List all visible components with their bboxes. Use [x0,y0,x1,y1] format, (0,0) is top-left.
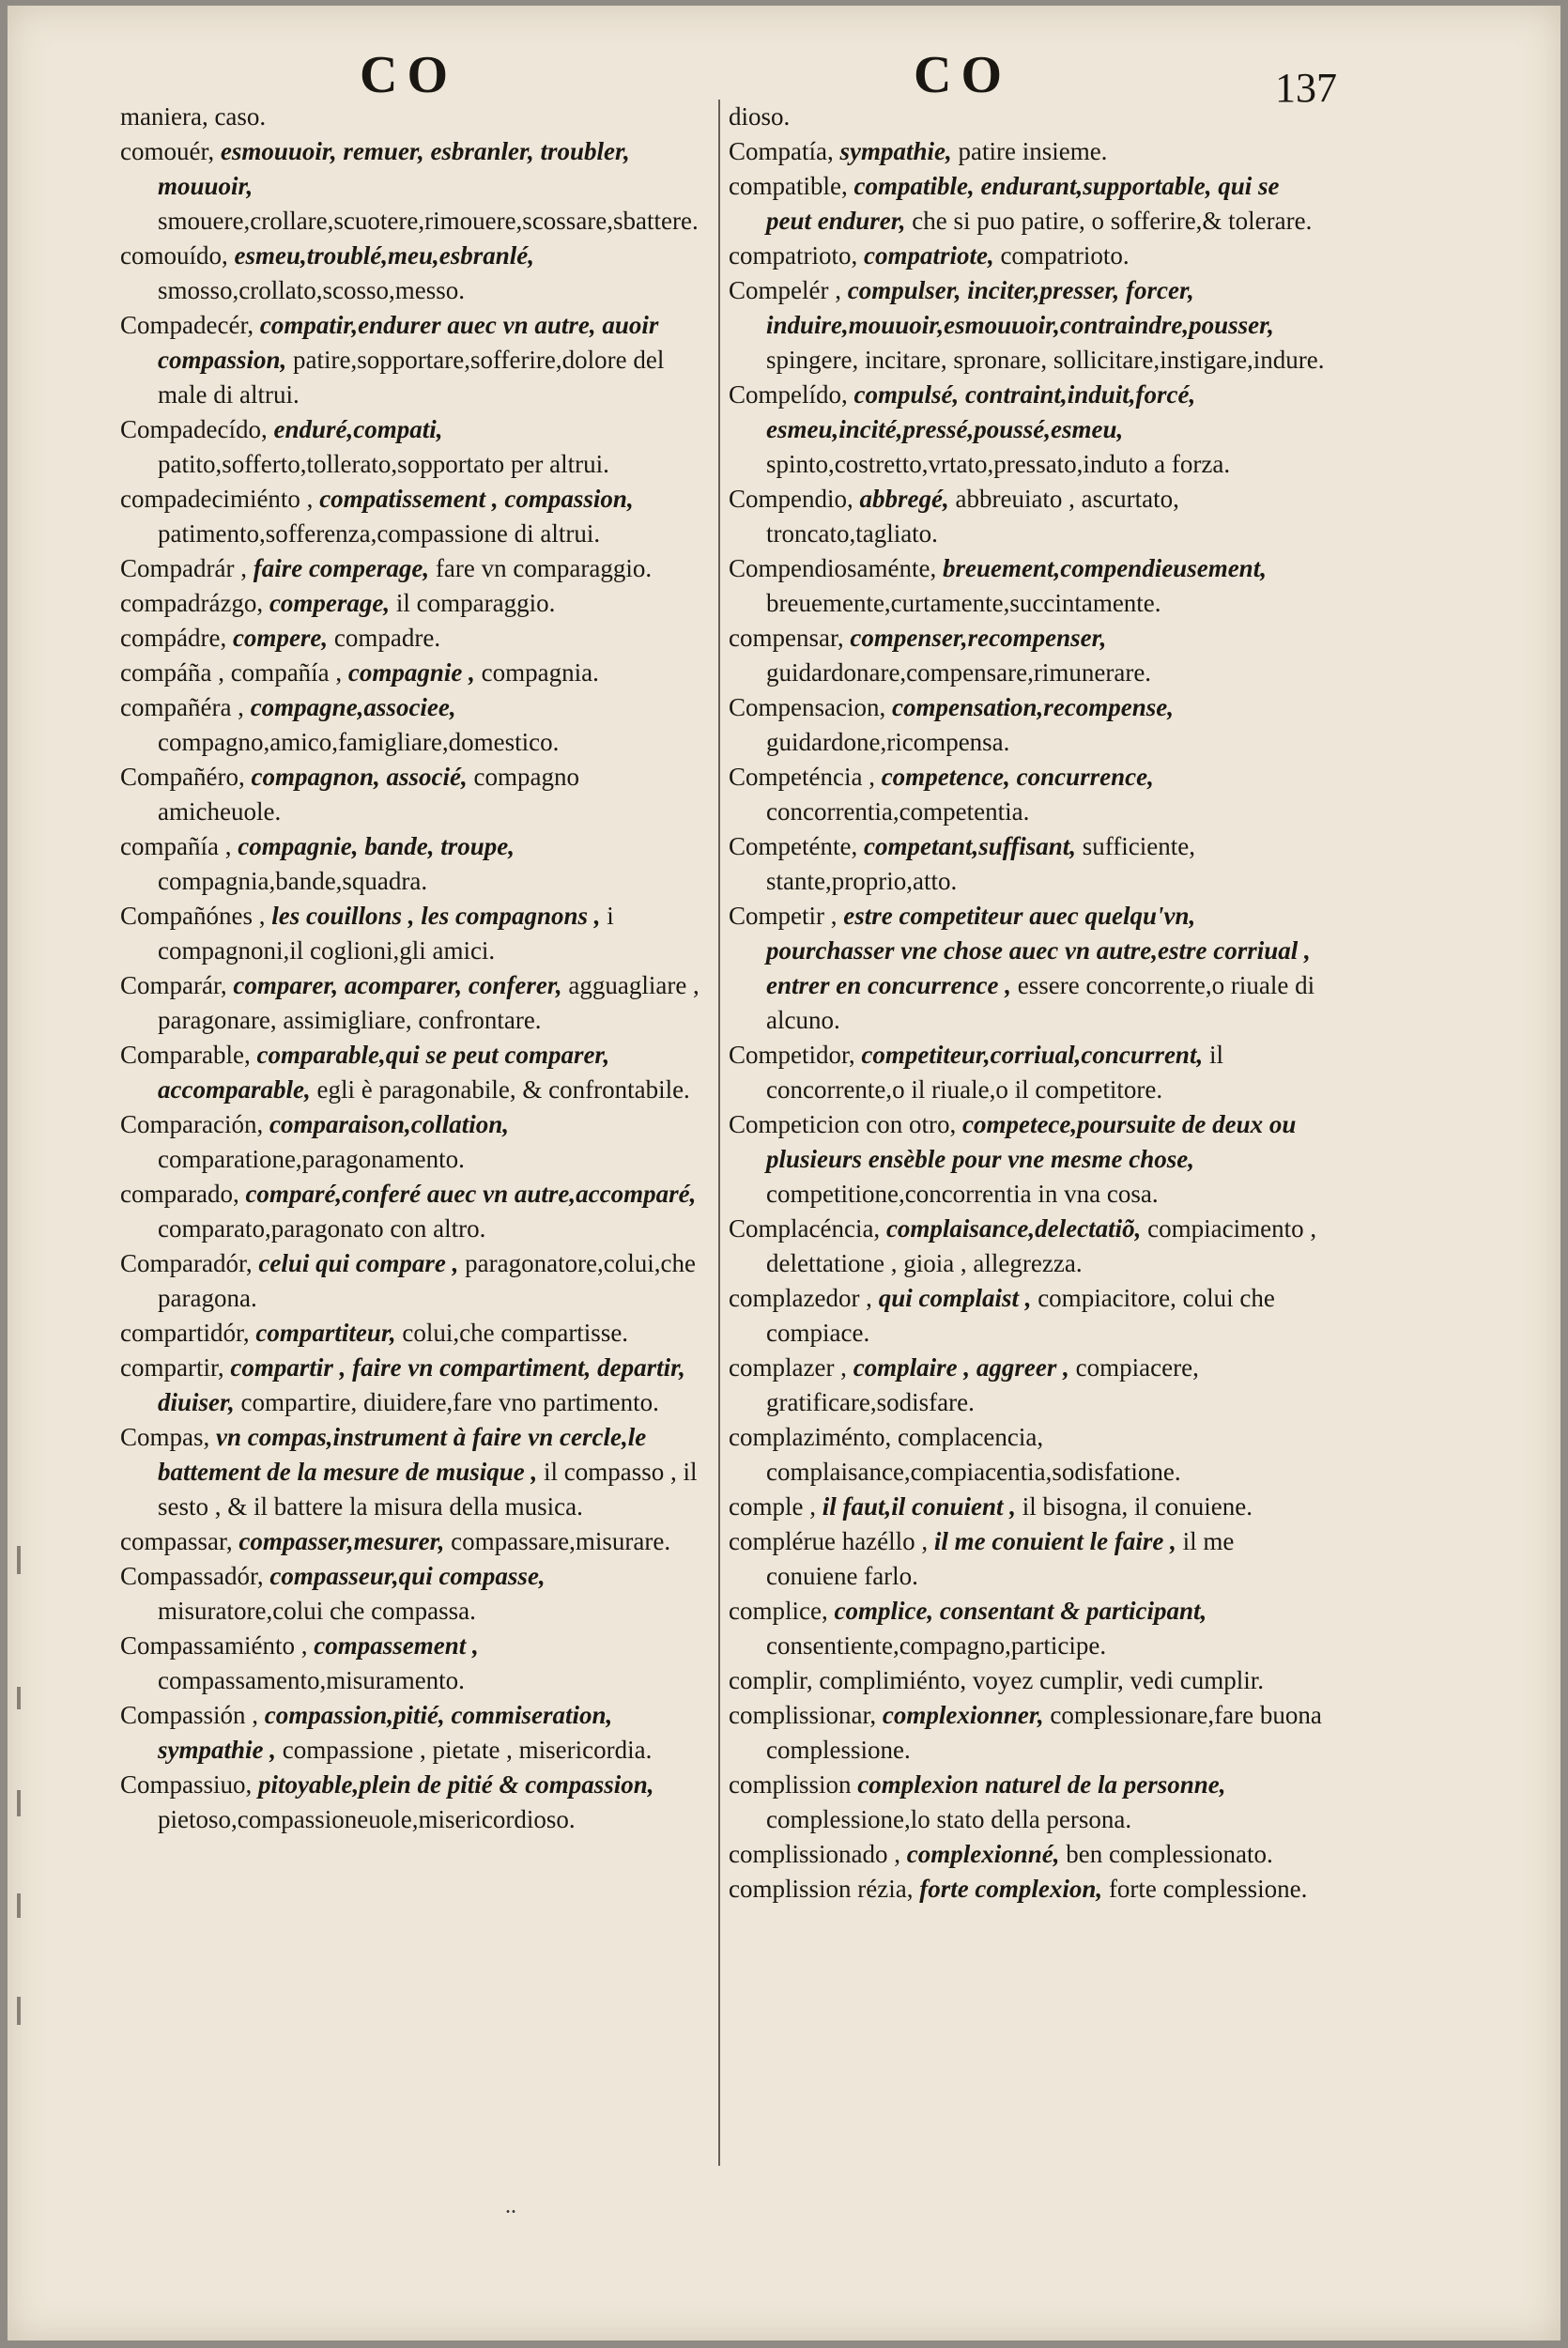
entry-headword: compensar, [729,624,851,652]
dictionary-entry [729,1698,1330,1768]
entry-italian: competitione,concorrentia in vna cosa. [766,1180,1159,1208]
entry-headword: Compelído, [729,380,854,409]
entry-italian: complimiénto, voyez cumplir, vedi cumplir. [819,1666,1264,1694]
dictionary-entry [729,1490,1330,1524]
dictionary-entry [729,1594,1330,1663]
entry-french: forte complexion, [919,1875,1109,1903]
dictionary-entry [729,1768,1330,1837]
entry-french: compensation,recompense, [891,693,1174,721]
dictionary-page [8,6,1560,2340]
dictionary-entry [729,1663,1330,1698]
dictionary-entry [120,1177,702,1246]
entry-headword: Compadrár , [120,554,254,582]
entry-french: compasser,mesurer, [238,1527,452,1555]
entry-italian: compassare,misurare. [451,1527,671,1555]
dictionary-entry [729,899,1330,1038]
entry-headword: comouído, [120,241,235,270]
entry-italian: che si puo patire, o sofferire,& tolerare. [912,207,1313,235]
entry-italian: patito,sofferto,tollerato,sopportato per altrui. [158,450,609,478]
entry-headword: compatrioto, [729,241,864,270]
entry-italian: smouere,crollare,scuotere,rimouere,scossare,sbattere. [158,207,699,235]
entry-french: competece,poursuite de deux ou plusieurs ensèble pour vne mesme chose, [766,1110,1297,1173]
entry-headword: compadecimiénto , [120,485,320,513]
entry-french: qui complaist , [878,1284,1038,1312]
entry-headword: Competidor, [729,1041,862,1069]
entry-italian: compartire, diuidere,fare vno partimento. [240,1388,659,1416]
entry-headword: compartidór, [120,1319,256,1347]
entry-french: esmouuoir, remuer, esbranler, troubler, mouuoir, [158,137,630,200]
entry-italian: complacencia, complaisance,compiacentia,sodisfatione. [766,1423,1181,1486]
dictionary-entry [729,482,1330,551]
entry-headword: complazer , [729,1353,853,1382]
entry-french: estre competiteur auec quelqu'vn, pourchasser vne chose auec vn autre,estre corriual , entrer en concurrence , [766,902,1311,999]
dictionary-entry [729,760,1330,829]
entry-italian: spinto,costretto,vrtato,pressato,induto a forza. [766,450,1231,478]
entry-italian: ben complessionato. [1066,1840,1273,1868]
entry-headword: Compensacion, [729,693,892,721]
dictionary-entry [120,1698,702,1768]
entry-italian: consentiente,compagno,participe. [766,1631,1107,1660]
entry-headword: Compassión , [120,1701,265,1729]
entry-italian: caso. [214,102,267,131]
entry-italian: compiacitore, colui che compiace. [766,1284,1275,1347]
entry-italian: patire,sopportare,sofferire,dolore del male di altrui. [158,346,665,409]
dictionary-entry [120,656,702,690]
entry-italian: comparato,paragonato con altro. [158,1214,486,1243]
entry-italian: pietoso,compassioneuole,misericordioso. [158,1805,576,1833]
entry-french: enduré,compati, [273,415,443,443]
dictionary-entry [120,1524,702,1559]
entry-italian: compiacimento , delettatione , gioia , allegrezza. [766,1214,1317,1277]
entry-french: il me conuient le faire , [933,1527,1183,1555]
entry-italian: concorrentia,competentia. [766,797,1030,826]
dictionary-entry [120,1768,702,1837]
dictionary-entry [729,239,1330,273]
entry-french: esmeu,troublé,meu,esbranlé, [234,241,535,270]
dictionary-entry [729,1038,1330,1107]
entry-french: competiteur,corriual,concurrent, [861,1041,1209,1069]
dictionary-entry [729,829,1330,899]
entry-french: compartir , faire vn compartiment, departir, diuiser, [158,1353,685,1416]
entry-italian: abbreuiato , ascurtato, troncato,tagliato. [766,485,1179,548]
entry-headword: complérue hazéllo , [729,1527,934,1555]
entry-headword: comparado, [120,1180,246,1208]
margin-mark [17,1790,21,1816]
entry-italian: i compagnoni,il coglioni,gli amici. [158,902,614,965]
entry-french: pitoyable,plein de pitié & compassion, [258,1770,654,1799]
dictionary-entry [729,1212,1330,1281]
entry-italian: breuemente,curtamente,succintamente. [766,589,1161,617]
entry-french: compagnie , [347,658,482,687]
dictionary-entry [729,1837,1330,1872]
dictionary-entry [120,1351,702,1420]
dictionary-entry [120,1107,702,1177]
entry-italian: agguagliare , paragonare, assimigliare, confrontare. [158,971,699,1034]
entry-french: comparable,qui se peut comparer, accomparable, [158,1041,610,1104]
dictionary-entry [120,1038,702,1107]
dictionary-entry [120,100,702,134]
dictionary-entry [120,239,702,308]
page-number: 137 [1275,65,1337,111]
entry-italian: compiacere, gratificare,sodisfare. [766,1353,1199,1416]
entry-french: vn compas,instrument à faire vn cercle,le battement de la mesure de musique , [158,1423,647,1486]
entry-headword: Comparár, [120,971,234,999]
entry-headword: comple , [729,1492,822,1521]
entry-headword: Comparable, [120,1041,257,1069]
entry-italian: compadre. [333,624,441,652]
right-column [729,100,1330,1907]
entry-headword: complission rézia, [729,1875,920,1903]
entry-italian: egli è paragonabile, & confrontabile. [316,1075,690,1104]
entry-headword: Competicion con otro, [729,1110,962,1138]
entry-french: comparer, acomparer, conferer, [233,971,569,999]
entry-headword: complissionado , [729,1840,907,1868]
entry-headword: compañía , [120,832,238,860]
entry-italian: forte complessione. [1108,1875,1308,1903]
entry-french: compagnon, associé, [251,763,474,791]
entry-italian: il compasso , il sesto , & il battere la misura della musica. [158,1458,698,1521]
dictionary-entry [729,273,1330,378]
dictionary-entry [120,1559,702,1629]
entry-headword: compañéra , [120,693,251,721]
entry-french: compagnie, bande, troupe, [238,832,515,860]
dictionary-entry [729,100,1330,134]
dictionary-entry [729,551,1330,621]
margin-mark [17,1997,21,2025]
entry-italian: comparatione,paragonamento. [158,1145,465,1173]
entry-headword: Comparadór, [120,1249,259,1277]
entry-headword: complazedor , [729,1284,879,1312]
entry-italian: patimento,sofferenza,compassione di altrui. [158,519,601,548]
entry-headword: Comparación, [120,1110,269,1138]
entry-headword: Compadecér, [120,311,260,339]
dictionary-entry [120,760,702,829]
entry-italian: compagno,amico,famigliare,domestico. [158,728,560,756]
dictionary-entry [729,621,1330,690]
entry-french: comparaison,collation, [269,1110,509,1138]
entry-french: comparé,conferé auec vn autre,accomparé, [245,1180,697,1208]
entry-headword: complission [729,1770,858,1799]
entry-french: competant,suffisant, [863,832,1083,860]
dictionary-entry [120,1246,702,1316]
dictionary-entry [729,378,1330,482]
entry-italian: sufficiente, stante,proprio,atto. [766,832,1195,895]
dictionary-entry [729,134,1330,169]
entry-italian: compagnia. [481,658,599,687]
margin-mark [17,1546,21,1574]
entry-headword: Competénte, [729,832,864,860]
entry-french: complaisance,delectatiõ, [885,1214,1148,1243]
dictionary-entry [729,1420,1330,1490]
entry-french: complexion naturel de la personne, [857,1770,1226,1799]
entry-headword: compassar, [120,1527,239,1555]
entry-headword: Compañéro, [120,763,252,791]
entry-french: abbregé, [859,485,956,513]
entry-headword: Compañónes , [120,902,272,930]
entry-french: compatissement , compassion, [319,485,634,513]
entry-french: compagne,associee, [250,693,456,721]
entry-french: complexionné, [906,1840,1067,1868]
entry-french: compatible, endurant,supportable, qui se peut endurer, [766,172,1280,235]
entry-headword: compádre, [120,624,233,652]
entry-italian: compagno amicheuole. [158,763,579,826]
dictionary-entry [120,412,702,482]
dictionary-entry [120,968,702,1038]
entry-headword: compáña , compañía , [120,658,348,687]
entry-headword: complir, [729,1666,820,1694]
entry-italian: misuratore,colui che compassa. [158,1597,476,1625]
entry-french: compulsé, contraint,induit,forcé, esmeu,incité,pressé,poussé,esmeu, [766,380,1196,443]
entry-headword: Compadecído, [120,415,274,443]
entry-headword: maniera, [120,102,215,131]
entry-italian: fare vn comparaggio. [435,554,653,582]
dictionary-entry [729,169,1330,239]
margin-mark [17,1893,21,1918]
dictionary-entry [729,1281,1330,1351]
entry-headword: compatible, [729,172,854,200]
entry-french: complexionner, [882,1701,1051,1729]
dictionary-entry [120,134,702,239]
entry-headword: Competir , [729,902,844,930]
entry-italian: il me conuiene farlo. [766,1527,1235,1590]
entry-headword: complaziménto, [729,1423,898,1451]
entry-headword: Compassadór, [120,1562,270,1590]
dictionary-entry [120,482,702,551]
entry-headword: Compas, [120,1423,217,1451]
entry-italian: spingere, incitare, spronare, sollicitare,instigare,indure. [766,346,1325,374]
dictionary-entry [120,690,702,760]
entry-italian: compagnia,bande,squadra. [158,867,428,895]
entry-italian: compassamento,misuramento. [158,1666,465,1694]
entry-headword: Compendiosaménte, [729,554,943,582]
dictionary-entry [120,621,702,656]
dictionary-entry [729,1872,1330,1907]
entry-french: faire comperage, [253,554,436,582]
entry-italian: dioso. [729,102,791,131]
column-divider [718,100,720,2166]
dictionary-entry [729,690,1330,760]
dictionary-entry [120,586,702,621]
entry-italian: complessionare,fare buona complessione. [766,1701,1322,1764]
entry-headword: Complacéncia, [729,1214,886,1243]
entry-french: compatir,endurer auec vn autre, auoir compassion, [158,311,659,374]
dictionary-entry [729,1524,1330,1594]
entry-headword: Competéncia , [729,763,882,791]
entry-french: comperage, [269,589,396,617]
entry-italian: patire insieme. [958,137,1108,165]
entry-headword: complissionar, [729,1701,883,1729]
entry-headword: complice, [729,1597,835,1625]
entry-italian: colui,che compartisse. [402,1319,629,1347]
entry-french: compasseur,qui compasse, [269,1562,546,1590]
entry-headword: Compassamiénto , [120,1631,315,1660]
running-header-left: CO [360,46,457,104]
dictionary-entry [120,308,702,412]
dictionary-entry [729,1107,1330,1212]
entry-headword: Compelér , [729,276,848,304]
entry-french: compartiteur, [255,1319,403,1347]
entry-italian: complessione,lo stato della persona. [766,1805,1132,1833]
entry-french: complice, consentant & participant, [834,1597,1207,1625]
running-header-right: CO [914,46,1011,104]
left-column [120,100,702,1837]
entry-headword: Compatía, [729,137,840,165]
entry-french: il faut,il conuient , [822,1492,1022,1521]
footer-mark: .. [505,2194,516,2218]
entry-french: complaire , aggreer , [853,1353,1076,1382]
entry-french: breuement,compendieusement, [942,554,1267,582]
entry-italian: il concorrente,o il riuale,o il competitore. [766,1041,1223,1104]
margin-mark [17,1687,21,1709]
entry-italian: paragonatore,colui,che paragona. [158,1249,696,1312]
entry-italian: compatrioto. [1000,241,1130,270]
entry-french: compenser,recompenser, [850,624,1107,652]
dictionary-entry [120,829,702,899]
entry-headword: Compendio, [729,485,860,513]
entry-french: compatriote, [863,241,1001,270]
entry-italian: compassione , pietate , misericordia. [282,1736,653,1764]
dictionary-entry [120,1629,702,1698]
entry-headword: compadrázgo, [120,589,269,617]
dictionary-entry [729,1351,1330,1420]
entry-french: compassion,pitié, commiseration, sympathie , [158,1701,613,1764]
entry-italian: essere concorrente,o riuale di alcuno. [766,971,1315,1034]
entry-french: compere, [232,624,334,652]
entry-french: sympathie, [839,137,959,165]
dictionary-entry [120,1316,702,1351]
dictionary-entry [120,1420,702,1524]
entry-italian: il comparaggio. [395,589,556,617]
entry-italian: guidardonare,compensare,rimunerare. [766,658,1152,687]
entry-headword: compartir, [120,1353,231,1382]
entry-italian: guidardone,ricompensa. [766,728,1010,756]
entry-french: les couillons , les compagnons , [271,902,607,930]
entry-italian: il bisogna, il conuiene. [1022,1492,1253,1521]
dictionary-entry [120,899,702,968]
entry-french: competence, concurrence, [881,763,1154,791]
dictionary-entry [120,551,702,586]
entry-french: compulser, inciter,presser, forcer, induire,mouuoir,esmouuoir,contraindre,pousser, [766,276,1274,339]
entry-italian: smosso,crollato,scosso,messo. [158,276,465,304]
entry-french: compassement , [314,1631,479,1660]
entry-headword: comouér, [120,137,221,165]
entry-french: celui qui compare , [258,1249,466,1277]
entry-headword: Compassiuo, [120,1770,259,1799]
